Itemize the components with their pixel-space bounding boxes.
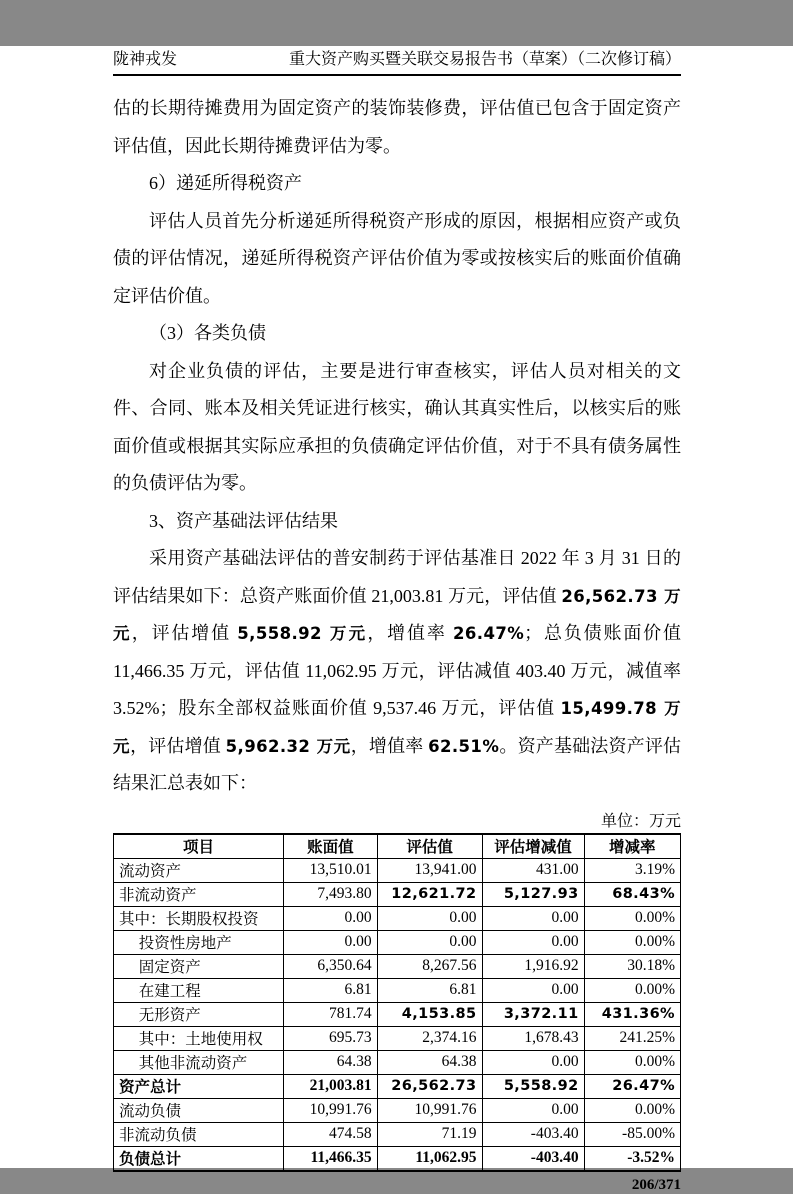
row-label: 负债总计: [114, 1146, 284, 1171]
text-run: 采用资产基础法评估的普安制药于评估基准日 2022 年 3 月 31 日的评估结果如下：总资产账面价值 21,003.81 万元，评估值: [113, 548, 681, 606]
row-value: 13,941.00: [377, 858, 482, 882]
row-value: 0.00: [377, 906, 482, 930]
row-value: 11,062.95: [377, 1146, 482, 1171]
row-value: -3.52%: [584, 1146, 680, 1171]
heading-liabilities: （3）各类负债: [149, 323, 266, 343]
row-label: 其中：长期股权投资: [114, 906, 284, 930]
bold-value-run: 5,962.32 万元: [225, 736, 351, 756]
row-value: 781.74: [284, 1002, 378, 1026]
row-label: 固定资产: [114, 954, 284, 978]
text-run: ，评估增值: [130, 735, 226, 756]
row-value: 0.00: [482, 1050, 584, 1074]
row-value: 0.00%: [584, 906, 680, 930]
row-value: 0.00: [482, 906, 584, 930]
row-label: 非流动资产: [114, 882, 284, 906]
text-run: ；总负债账面价值 11,466.35 万元，评估值 11,062.95 万元，评估减值 403.40 万元，减值率 3.52%；股东全部权益账面价值 9,537.46 万元，评估值: [113, 623, 682, 718]
paragraph-valuation-result: [113, 540, 681, 803]
row-value: 6,350.64: [284, 954, 378, 978]
body-text: [113, 90, 681, 803]
row-value: 64.38: [377, 1050, 482, 1074]
table-row: [114, 1026, 681, 1050]
row-value: 10,991.76: [284, 1098, 378, 1122]
row-label: 无形资产: [114, 1002, 284, 1026]
table-row: [114, 978, 681, 1002]
row-value: 68.43%: [584, 882, 680, 906]
table-unit-label: 单位：万元: [600, 812, 681, 830]
row-value: 1,916.92: [482, 954, 584, 978]
row-value: 2,374.16: [377, 1026, 482, 1050]
row-value: 0.00: [284, 930, 378, 954]
page-number: 206/371: [631, 1176, 681, 1193]
row-label: 投资性房地产: [114, 930, 284, 954]
row-label: 其中：土地使用权: [114, 1026, 284, 1050]
row-value: 1,678.43: [482, 1026, 584, 1050]
table-row: [114, 906, 681, 930]
row-value: -85.00%: [584, 1122, 680, 1146]
row-value: 0.00%: [584, 1050, 680, 1074]
row-label: 资产总计: [114, 1074, 284, 1098]
table-row: [114, 1050, 681, 1074]
table-row: [114, 1122, 681, 1146]
table-row: [114, 930, 681, 954]
table-row: [114, 1098, 681, 1122]
row-label: 流动资产: [114, 858, 284, 882]
column-header-change-value: 评估增减值: [482, 834, 584, 859]
row-value: 0.00: [284, 906, 378, 930]
row-label: 在建工程: [114, 978, 284, 1002]
row-value: 6.81: [284, 978, 378, 1002]
row-value: 26,562.73: [377, 1074, 482, 1098]
row-value: 474.58: [284, 1122, 378, 1146]
column-header-change-rate: 增减率: [584, 834, 680, 859]
paragraph-liabilities: 对企业负债的评估，主要是进行审查核实，评估人员对相关的文件、合同、账本及相关凭证进行核实，确认其真实性后，以核实后的账面价值或根据其实际应承担的负债确定评估价值，对于不具有债务属性的负债评估为零。: [113, 360, 681, 493]
row-value: 11,466.35: [284, 1146, 378, 1171]
row-value: 0.00%: [584, 930, 680, 954]
row-value: 26.47%: [584, 1074, 680, 1098]
row-value: 21,003.81: [284, 1074, 378, 1098]
row-value: 8,267.56: [377, 954, 482, 978]
text-run: ，评估增值: [131, 623, 238, 643]
valuation-summary-table: [113, 833, 681, 1172]
row-value: 4,153.85: [377, 1002, 482, 1026]
column-header-item: 项目: [114, 834, 284, 859]
row-value: 0.00%: [584, 978, 680, 1002]
paragraph-deferred-tax: 评估人员首先分析递延所得税资产形成的原因，根据相应资产或负债的评估情况，递延所得税资产评估价值为零或按核实后的账面价值确定评估价值。: [113, 210, 681, 306]
column-header-appraised-value: 评估值: [377, 834, 482, 859]
row-value: 241.25%: [584, 1026, 680, 1050]
table-header-row: [114, 834, 681, 859]
row-value: 6.81: [377, 978, 482, 1002]
row-value: 5,127.93: [482, 882, 584, 906]
row-value: 71.19: [377, 1122, 482, 1146]
text-run: ，增值率: [350, 735, 429, 756]
bold-value-run: 62.51%: [428, 736, 500, 756]
row-value: 431.00: [482, 858, 584, 882]
row-value: 0.00: [482, 1098, 584, 1122]
row-value: 0.00: [377, 930, 482, 954]
table-row: [114, 882, 681, 906]
row-value: -403.40: [482, 1122, 584, 1146]
row-value: 431.36%: [584, 1002, 680, 1026]
row-label: 流动负债: [114, 1098, 284, 1122]
row-value: 13,510.01: [284, 858, 378, 882]
bold-value-run: 26.47%: [453, 624, 525, 643]
row-value: 10,991.76: [377, 1098, 482, 1122]
column-header-book-value: 账面值: [284, 834, 378, 859]
paragraph-amortization-continuation: 估的长期待摊费用为固定资产的装饰装修费，评估值已包含于固定资产评估值，因此长期待摊费评估为零。: [113, 98, 681, 156]
text-run: 。资产基础法资产评估结果汇总表如下：: [113, 735, 682, 793]
header-report-title: 重大资产购买暨关联交易报告书（草案）（二次修订稿）: [288, 51, 681, 68]
row-value: 695.73: [284, 1026, 378, 1050]
table-row: [114, 858, 681, 882]
header-company-name: 陇神戎发: [113, 51, 178, 68]
row-value: 0.00%: [584, 1098, 680, 1122]
row-value: 7,493.80: [284, 882, 378, 906]
text-run: ，增值率: [367, 623, 454, 643]
row-value: 0.00: [482, 978, 584, 1002]
row-label: 其他非流动资产: [114, 1050, 284, 1074]
bold-value-run: 26,562.73 万元: [113, 586, 681, 643]
row-value: 12,621.72: [377, 882, 482, 906]
row-value: 64.38: [284, 1050, 378, 1074]
bold-value-run: 5,558.92 万元: [237, 624, 368, 643]
row-value: 3.19%: [584, 858, 680, 882]
row-label: 非流动负债: [114, 1122, 284, 1146]
heading-asset-based-result: 3、资产基础法评估结果: [149, 510, 338, 531]
row-value: -403.40: [482, 1146, 584, 1171]
row-value: 5,558.92: [482, 1074, 584, 1098]
table-row: [114, 1002, 681, 1026]
row-value: 0.00: [482, 930, 584, 954]
row-value: 3,372.11: [482, 1002, 584, 1026]
page-header: [113, 46, 681, 76]
table-row: [114, 1074, 681, 1098]
bold-value-run: 15,499.78 万元: [113, 699, 682, 756]
row-value: 30.18%: [584, 954, 680, 978]
document-page: [0, 46, 793, 1193]
table-row: [114, 954, 681, 978]
table-row: [114, 1146, 681, 1171]
heading-deferred-tax-assets: 6）递延所得税资产: [149, 173, 302, 193]
